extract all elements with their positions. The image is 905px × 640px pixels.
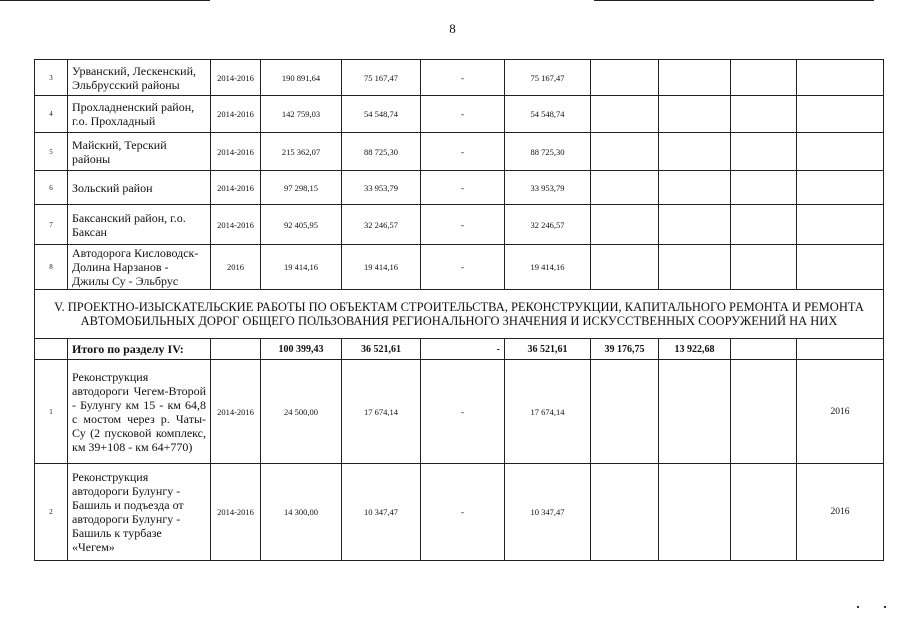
amount-cell: 19 414,16 xyxy=(342,245,421,290)
dash-cell: - xyxy=(421,464,505,561)
empty-cell xyxy=(659,360,731,464)
total-cost: 190 891,64 xyxy=(261,60,342,96)
empty-cell xyxy=(659,245,731,290)
row-number: 7 xyxy=(35,205,68,245)
empty-cell xyxy=(731,245,797,290)
amount-cell: 54 548,74 xyxy=(342,96,421,133)
table-row xyxy=(35,171,884,205)
top-rule-right xyxy=(594,0,874,1)
table-row xyxy=(35,133,884,171)
empty-cell xyxy=(591,60,659,96)
dash-cell: - xyxy=(421,171,505,205)
years-cell: 2014-2016 xyxy=(211,133,261,171)
scan-speck xyxy=(884,606,886,608)
empty-cell xyxy=(797,60,884,96)
amount-cell: 10 347,47 xyxy=(505,464,591,561)
amount-cell: 88 725,30 xyxy=(505,133,591,171)
total-cost: 24 500,00 xyxy=(261,360,342,464)
dash-cell: - xyxy=(421,360,505,464)
years-cell: 2014-2016 xyxy=(211,360,261,464)
empty-cell xyxy=(591,171,659,205)
empty-cell xyxy=(797,205,884,245)
dash-cell: - xyxy=(421,60,505,96)
amount-cell: 54 548,74 xyxy=(505,96,591,133)
table-row xyxy=(35,96,884,133)
empty-cell xyxy=(211,339,261,360)
amount-cell: 36 521,61 xyxy=(505,339,591,360)
top-rule-left xyxy=(0,0,210,1)
row-number: 8 xyxy=(35,245,68,290)
empty-cell xyxy=(591,464,659,561)
amount-cell: 33 953,79 xyxy=(342,171,421,205)
object-name: Автодорога Кисловодск-Долина Нарзанов - Джилы Су - Эльбрус xyxy=(68,245,211,290)
amount-cell: 17 674,14 xyxy=(505,360,591,464)
empty-cell xyxy=(797,245,884,290)
years-cell: 2014-2016 xyxy=(211,464,261,561)
section-heading: V. ПРОЕКТНО-ИЗЫСКАТЕЛЬСКИЕ РАБОТЫ ПО ОБЪЕКТАМ СТРОИТЕЛЬСТВА, РЕКОНСТРУКЦИИ, КАПИТАЛЬНОГО РЕМОНТА И РЕМОНТА АВТОМОБИЛЬНЫХ ДОРОГ ОБЩЕГО ПОЛЬЗОВАНИЯ РЕГИОНАЛЬНОГО ЗНАЧЕНИЯ И ИСКУССТВЕННЫХ СООРУЖЕНИЙ НА НИХ xyxy=(35,290,884,339)
total-cost: 97 298,15 xyxy=(261,171,342,205)
amount-cell: 13 922,68 xyxy=(659,339,731,360)
table-row xyxy=(35,360,884,464)
empty-cell xyxy=(659,96,731,133)
amount-cell: 75 167,47 xyxy=(342,60,421,96)
empty-cell xyxy=(797,96,884,133)
table-row xyxy=(35,245,884,290)
total-cost: 100 399,43 xyxy=(261,339,342,360)
dash-cell: - xyxy=(421,245,505,290)
row-number: 5 xyxy=(35,133,68,171)
dash-cell: - xyxy=(421,205,505,245)
empty-cell xyxy=(35,339,68,360)
amount-cell: 17 674,14 xyxy=(342,360,421,464)
empty-cell xyxy=(659,133,731,171)
section-heading-row xyxy=(35,290,884,339)
empty-cell xyxy=(731,464,797,561)
total-cost: 92 405,95 xyxy=(261,205,342,245)
amount-cell: 33 953,79 xyxy=(505,171,591,205)
total-cost: 142 759,03 xyxy=(261,96,342,133)
amount-cell: 36 521,61 xyxy=(342,339,421,360)
total-cost: 19 414,16 xyxy=(261,245,342,290)
empty-cell xyxy=(731,96,797,133)
dash-cell: - xyxy=(421,96,505,133)
empty-cell xyxy=(659,205,731,245)
program-table xyxy=(34,59,884,561)
total-row xyxy=(35,339,884,360)
amount-cell: 32 246,57 xyxy=(342,205,421,245)
amount-cell: 75 167,47 xyxy=(505,60,591,96)
empty-cell xyxy=(731,133,797,171)
empty-cell xyxy=(591,360,659,464)
row-number: 6 xyxy=(35,171,68,205)
years-cell: 2014-2016 xyxy=(211,205,261,245)
row-number: 1 xyxy=(35,360,68,464)
object-name: Баксанский район, г.о. Баксан xyxy=(68,205,211,245)
row-number: 2 xyxy=(35,464,68,561)
empty-cell xyxy=(731,339,797,360)
completion-year: 2016 xyxy=(797,464,884,561)
years-cell: 2014-2016 xyxy=(211,60,261,96)
empty-cell xyxy=(731,360,797,464)
years-cell: 2014-2016 xyxy=(211,96,261,133)
object-name: Урванский, Лескенский, Эльбрусский районы xyxy=(68,60,211,96)
years-cell: 2016 xyxy=(211,245,261,290)
total-cost: 14 300,00 xyxy=(261,464,342,561)
row-number: 3 xyxy=(35,60,68,96)
dash-cell: - xyxy=(421,133,505,171)
empty-cell xyxy=(659,60,731,96)
completion-year: 2016 xyxy=(797,360,884,464)
total-cost: 215 362,07 xyxy=(261,133,342,171)
object-name: Зольский район xyxy=(68,171,211,205)
amount-cell: 32 246,57 xyxy=(505,205,591,245)
amount-cell: 10 347,47 xyxy=(342,464,421,561)
table-row xyxy=(35,60,884,96)
table-row xyxy=(35,464,884,561)
amount-cell: 39 176,75 xyxy=(591,339,659,360)
row-number: 4 xyxy=(35,96,68,133)
scan-speck xyxy=(857,606,859,608)
empty-cell xyxy=(731,171,797,205)
object-name: Майский, Терский районы xyxy=(68,133,211,171)
empty-cell xyxy=(591,205,659,245)
page-number: 8 xyxy=(449,21,456,36)
total-label: Итого по разделу IV: xyxy=(68,339,211,360)
empty-cell xyxy=(797,133,884,171)
table-row xyxy=(35,205,884,245)
object-name: Реконструкция автодороги Булунгу - Башиль и подъезда от автодороги Булунгу - Башиль к турбазе «Чегем» xyxy=(68,464,211,561)
empty-cell xyxy=(591,133,659,171)
amount-cell: 88 725,30 xyxy=(342,133,421,171)
empty-cell xyxy=(797,171,884,205)
empty-cell xyxy=(659,464,731,561)
empty-cell xyxy=(731,205,797,245)
object-name: Реконструкция автодороги Чегем-Второй - Булунгу км 15 - км 64,8 с мостом через р. Чаты-Су (2 пусковой комплекс, км 39+108 - км 64+770) xyxy=(68,360,211,464)
years-cell: 2014-2016 xyxy=(211,171,261,205)
empty-cell xyxy=(591,245,659,290)
amount-cell: 19 414,16 xyxy=(505,245,591,290)
empty-cell xyxy=(731,60,797,96)
object-name: Прохладненский район, г.о. Прохладный xyxy=(68,96,211,133)
dash-cell: - xyxy=(421,339,505,360)
empty-cell xyxy=(659,171,731,205)
empty-cell xyxy=(797,339,884,360)
empty-cell xyxy=(591,96,659,133)
